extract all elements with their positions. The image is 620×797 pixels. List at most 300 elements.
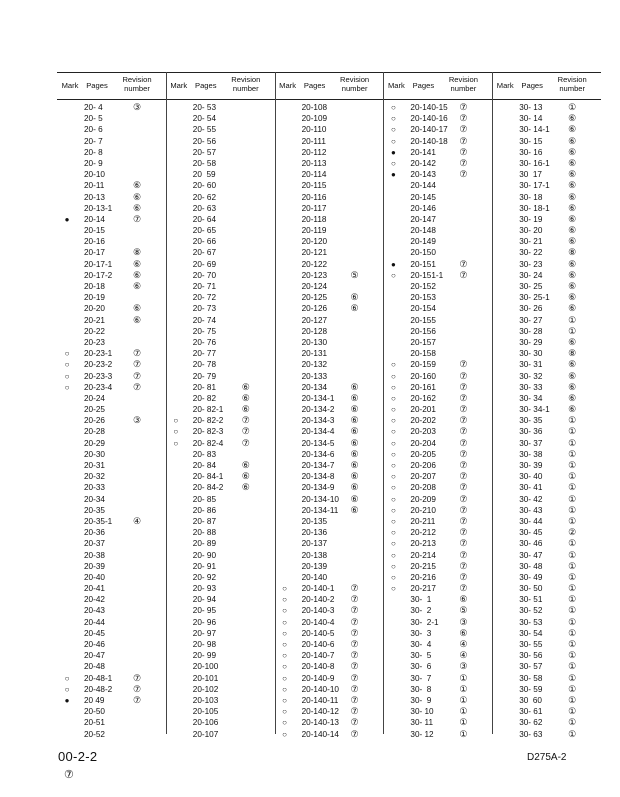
row-page: 20-105	[192, 707, 219, 717]
row-revision: ⑥	[132, 258, 142, 269]
row-revision: ⑥	[568, 213, 577, 224]
row-page: 20-134-3	[301, 416, 335, 426]
row-page: 20- 62	[192, 192, 217, 202]
row-page: 20-141	[410, 147, 436, 157]
table-row	[57, 717, 166, 728]
row-page: 30- 8	[410, 684, 432, 694]
row-page: 30- 30	[519, 349, 543, 359]
table-row	[166, 516, 275, 527]
row-revision: ①	[568, 325, 577, 336]
row-revision: ⑦	[132, 370, 142, 381]
table-row	[275, 359, 384, 370]
row-mark: ○	[390, 427, 396, 437]
table-row	[166, 471, 275, 482]
row-page: 20-140-12	[301, 707, 339, 717]
row-page: 20-25	[84, 405, 105, 415]
table-row	[492, 259, 601, 270]
table-row	[275, 449, 384, 460]
table-row	[57, 393, 166, 404]
row-page: 20- 70	[192, 270, 217, 280]
row-page: 20- 82	[192, 393, 217, 403]
row-revision: ⑥	[459, 627, 468, 638]
row-page: 20-103	[192, 695, 219, 705]
row-page: 20-41	[84, 584, 105, 594]
table-row	[383, 449, 492, 460]
row-page: 20-146	[410, 203, 436, 213]
header-pages: Pages	[195, 81, 217, 90]
row-page: 30- 34-1	[519, 405, 550, 415]
table-row	[57, 247, 166, 258]
table-row	[492, 203, 601, 214]
row-page: 20-20	[84, 304, 105, 314]
row-mark: ○	[64, 673, 70, 683]
table-row	[57, 124, 166, 135]
row-page: 20-140	[301, 572, 328, 582]
row-revision: ⑦	[241, 437, 250, 448]
row-page: 20-50	[84, 707, 105, 717]
row-mark: ○	[390, 550, 396, 560]
row-revision: ⑦	[459, 538, 468, 549]
table-row	[166, 113, 275, 124]
row-revision: ⑦	[459, 583, 468, 594]
table-row	[383, 113, 492, 124]
row-page: 20- 82-4	[192, 438, 224, 448]
row-revision: ⑥	[568, 392, 577, 403]
row-page: 30- 50	[519, 584, 543, 594]
row-mark: ○	[282, 695, 288, 705]
table-row	[166, 550, 275, 561]
row-page: 20-116	[301, 192, 327, 202]
row-revision: ①	[568, 549, 577, 560]
row-mark: ○	[64, 349, 70, 359]
row-page: 20-140-14	[301, 729, 339, 739]
row-page: 20-21	[84, 315, 105, 325]
row-revision: ⑥	[241, 471, 250, 482]
row-page: 30- 41	[519, 483, 543, 493]
row-page: 20-100	[192, 662, 219, 672]
row-revision: ①	[459, 717, 468, 728]
table-row	[57, 158, 166, 169]
row-page: 20- 76	[192, 337, 217, 347]
table-row	[275, 717, 384, 728]
row-revision: ⑦	[132, 381, 142, 392]
row-revision: ⑥	[350, 437, 359, 448]
row-page: 20-45	[84, 628, 105, 638]
row-page: 30- 23	[519, 259, 543, 269]
row-page: 20-111	[301, 136, 326, 146]
row-revision: ①	[568, 672, 577, 683]
row-page: 20-126	[301, 304, 328, 314]
table-row	[275, 281, 384, 292]
row-page: 20-203	[410, 427, 436, 437]
table-row	[57, 661, 166, 672]
row-page: 30 60	[519, 695, 542, 705]
table-row	[166, 426, 275, 437]
row-page: 30- 59	[519, 684, 543, 694]
table-row	[166, 617, 275, 628]
column-header	[275, 73, 384, 99]
row-page: 20-134	[301, 382, 328, 392]
table-row	[166, 460, 275, 471]
table-row	[166, 706, 275, 717]
table-row	[383, 371, 492, 382]
row-page: 20 59	[192, 170, 216, 180]
table-row	[492, 717, 601, 728]
table-row	[492, 359, 601, 370]
table-row	[492, 236, 601, 247]
table-row	[383, 482, 492, 493]
row-page: 20-140-15	[410, 103, 448, 112]
table-row	[275, 729, 384, 740]
row-page: 20-133	[301, 371, 328, 381]
row-revision: ⑥	[350, 482, 359, 493]
table-row	[492, 684, 601, 695]
row-page: 20- 89	[192, 539, 217, 549]
row-page: 20-52	[84, 729, 105, 739]
row-revision: ⑥	[568, 146, 577, 157]
row-revision: ①	[568, 583, 577, 594]
table-row	[275, 136, 384, 147]
row-revision: ①	[568, 426, 577, 437]
row-page: 20-135	[301, 516, 328, 526]
table-row	[383, 214, 492, 225]
row-page: 20- 66	[192, 237, 217, 247]
row-mark: ○	[173, 427, 179, 437]
table-row	[57, 695, 166, 706]
row-page: 20- 8	[84, 147, 103, 157]
row-revision: ①	[568, 717, 577, 728]
table-row	[383, 605, 492, 616]
row-revision: ⑥	[568, 124, 577, 135]
table-row	[492, 460, 601, 471]
table-row	[275, 169, 384, 180]
row-revision: ⑦	[350, 616, 359, 627]
row-page: 20-43	[84, 606, 105, 616]
row-page: 20-156	[410, 326, 436, 336]
row-page: 20-212	[410, 528, 436, 538]
table-row	[492, 393, 601, 404]
row-revision: ⑥	[350, 392, 359, 403]
row-mark: ○	[390, 561, 396, 571]
row-page: 20-35-1	[84, 516, 113, 526]
table-row	[383, 639, 492, 650]
row-page: 20- 82-3	[192, 427, 224, 437]
row-page: 20- 99	[192, 651, 217, 661]
table-row	[383, 393, 492, 404]
table-row	[383, 729, 492, 740]
row-page: 20-23	[84, 337, 105, 347]
row-page: 20-140-2	[301, 595, 335, 605]
row-revision: ①	[568, 482, 577, 493]
row-page: 30- 49	[519, 572, 543, 582]
row-page: 20- 95	[192, 606, 217, 616]
row-page: 20-201	[410, 405, 436, 415]
row-page: 20-23-1	[84, 349, 113, 359]
row-page: 20-214	[410, 550, 436, 560]
table-row	[57, 729, 166, 740]
header-pages: Pages	[86, 81, 108, 90]
table-row	[57, 113, 166, 124]
row-page: 20-23-3	[84, 371, 113, 381]
table-row	[492, 706, 601, 717]
row-page: 30- 4	[410, 640, 432, 649]
table-row	[492, 225, 601, 236]
table-row	[275, 695, 384, 706]
row-page: 20-23-4	[84, 382, 113, 392]
header-mark: Mark	[496, 81, 514, 90]
table-column-1	[57, 72, 166, 739]
header-pages: Pages	[412, 81, 435, 90]
table-row	[275, 102, 384, 113]
table-row	[492, 572, 601, 583]
row-revision: ⑦	[459, 124, 468, 135]
table-row	[492, 169, 601, 180]
table-row	[166, 583, 275, 594]
table-row	[166, 270, 275, 281]
column-header	[383, 73, 492, 99]
row-mark: ○	[390, 405, 396, 415]
row-revision: ⑥	[132, 281, 142, 291]
row-mark: ●	[390, 259, 396, 269]
table-row	[492, 471, 601, 482]
table-row	[275, 438, 384, 449]
table-row	[57, 460, 166, 471]
row-page: 20- 96	[192, 617, 217, 627]
row-mark: ●	[64, 695, 70, 705]
row-revision: ①	[568, 639, 577, 649]
row-page: 20-15	[84, 226, 105, 236]
row-page: 20-208	[410, 483, 436, 493]
row-revision: ⑦	[132, 359, 142, 370]
table-row	[383, 494, 492, 505]
table-row	[383, 516, 492, 527]
page-code: 00-2-2	[58, 749, 98, 764]
row-revision: ⑦	[459, 359, 468, 370]
row-page: 20-216	[410, 572, 436, 582]
row-page: 30- 36	[519, 427, 543, 437]
table-row	[383, 348, 492, 359]
row-page: 20-155	[410, 315, 436, 325]
table-row	[383, 684, 492, 695]
row-page: 30- 14-1	[519, 125, 550, 135]
row-page: 20- 60	[192, 181, 217, 191]
table-row	[383, 281, 492, 292]
row-page: 20-161	[410, 382, 436, 392]
row-mark: ○	[64, 382, 70, 392]
table-row	[57, 617, 166, 628]
row-page: 20-140-7	[301, 651, 335, 661]
table-row	[275, 371, 384, 382]
row-page: 20- 84	[192, 461, 217, 470]
row-page: 20- 85	[192, 494, 217, 504]
row-page: 20-140-11	[301, 695, 339, 705]
table-row	[57, 136, 166, 147]
row-mark: ○	[64, 371, 70, 381]
row-page: 30- 40	[519, 472, 543, 482]
row-revision: ⑦	[132, 683, 142, 694]
row-revision: ⑧	[568, 247, 577, 258]
row-mark: ○	[390, 505, 396, 515]
header-mark: Mark	[387, 81, 405, 90]
row-revision: ①	[568, 515, 577, 526]
row-page: 20-14	[84, 214, 105, 224]
row-mark: ○	[64, 684, 70, 694]
row-revision: ①	[568, 415, 577, 426]
row-page: 30- 18	[519, 192, 543, 202]
row-page: 20-140-4	[301, 617, 335, 627]
row-mark: ○	[282, 718, 288, 728]
table-row	[492, 583, 601, 594]
table-row	[275, 661, 384, 672]
table-row	[166, 382, 275, 393]
row-page: 20-108	[301, 103, 328, 112]
row-revision: ⑥	[350, 448, 359, 459]
table-row	[383, 426, 492, 437]
row-page: 20 49	[84, 695, 105, 705]
table-row	[383, 695, 492, 706]
row-page: 20- 4	[84, 103, 103, 112]
table-row	[275, 639, 384, 650]
table-row	[383, 382, 492, 393]
row-page: 20-145	[410, 192, 436, 202]
table-row	[492, 426, 601, 437]
table-row	[492, 628, 601, 639]
row-page: 20- 78	[192, 360, 217, 370]
row-mark: ○	[390, 483, 396, 493]
row-mark: ○	[390, 136, 396, 146]
row-page: 30- 2	[410, 606, 432, 616]
row-page: 20-140-1	[301, 584, 335, 594]
table-row	[57, 516, 166, 527]
row-page: 20-125	[301, 293, 328, 303]
table-row	[383, 326, 492, 337]
row-page: 20- 92	[192, 572, 217, 582]
table-row	[57, 550, 166, 561]
row-page: 20-137	[301, 539, 328, 549]
row-revision: ⑦	[459, 471, 468, 482]
table-row	[275, 348, 384, 359]
row-revision: ⑥	[568, 381, 577, 392]
row-revision: ⑥	[241, 404, 250, 415]
row-page: 20-162	[410, 393, 436, 403]
row-page: 20-130	[301, 337, 328, 347]
row-mark: ○	[390, 270, 396, 280]
row-page: 20-139	[301, 561, 328, 571]
table-row	[166, 650, 275, 661]
table-row	[383, 583, 492, 594]
table-row	[383, 471, 492, 482]
table-row	[166, 303, 275, 314]
row-revision: ⑦	[459, 157, 468, 168]
row-page: 20-35	[84, 505, 105, 515]
row-page: 20-24	[84, 393, 105, 403]
row-page: 30- 39	[519, 461, 543, 470]
row-mark: ●	[390, 147, 396, 157]
table-row	[57, 561, 166, 572]
row-page: 20- 55	[192, 125, 217, 135]
table-row	[166, 225, 275, 236]
header-revision-number: Revision number	[448, 75, 478, 93]
row-page: 20- 54	[192, 114, 217, 124]
table-row	[166, 605, 275, 616]
table-row	[383, 650, 492, 661]
row-revision: ⑥	[350, 381, 359, 392]
row-page: 20-123	[301, 270, 328, 280]
row-mark: ○	[173, 416, 179, 426]
row-revision: ⑦	[132, 672, 142, 683]
row-revision: ⑦	[350, 661, 359, 672]
row-page: 20-32	[84, 472, 105, 482]
row-page: 30- 9	[410, 695, 432, 705]
table-row	[166, 661, 275, 672]
row-page: 20-110	[301, 125, 327, 135]
table-row	[492, 147, 601, 158]
row-page: 20- 73	[192, 304, 217, 314]
table-row	[166, 124, 275, 135]
row-revision: ⑦	[132, 694, 142, 705]
table-row	[57, 292, 166, 303]
table-column-3	[275, 72, 384, 739]
row-revision: ②	[568, 527, 577, 538]
table-row	[275, 550, 384, 561]
table-row	[383, 203, 492, 214]
row-page: 20- 98	[192, 640, 217, 649]
table-row	[166, 102, 275, 113]
row-page: 20- 71	[192, 282, 217, 291]
row-page: 20-127	[301, 315, 328, 325]
row-page: 30- 13	[519, 103, 543, 112]
table-row	[166, 561, 275, 572]
row-revision: ⑦	[459, 460, 468, 470]
row-mark: ○	[390, 393, 396, 403]
table-row	[275, 583, 384, 594]
row-revision: ①	[568, 605, 577, 616]
row-revision: ⑦	[459, 370, 468, 381]
row-page: 30- 46	[519, 539, 543, 549]
table-row	[492, 449, 601, 460]
row-page: 30- 57	[519, 662, 543, 672]
table-row	[57, 505, 166, 516]
row-revision: ⑦	[350, 728, 359, 739]
row-revision: ⑦	[459, 493, 468, 504]
table-row	[275, 460, 384, 471]
row-page: 30- 6	[410, 662, 432, 672]
row-revision: ⑦	[350, 627, 359, 638]
row-revision: ⑦	[459, 515, 468, 526]
row-revision: ①	[568, 493, 577, 504]
row-revision: ①	[568, 571, 577, 582]
row-page: 30- 29	[519, 337, 543, 347]
row-mark: ○	[282, 684, 288, 694]
table-row	[492, 158, 601, 169]
table-row	[275, 147, 384, 158]
page-revision-mark: ⑦	[64, 769, 74, 781]
row-page: 30- 35	[519, 416, 543, 426]
row-page: 20- 64	[192, 214, 217, 224]
table-row	[383, 225, 492, 236]
row-mark: ○	[282, 617, 288, 627]
row-page: 20-140-10	[301, 684, 339, 694]
row-page: 20-113	[301, 158, 327, 168]
row-page: 20-149	[410, 237, 436, 247]
row-revision: ⑦	[132, 348, 142, 359]
table-row	[275, 292, 384, 303]
table-row	[275, 124, 384, 135]
table-row	[57, 628, 166, 639]
table-row	[492, 292, 601, 303]
row-revision: ⑥	[568, 180, 577, 191]
table-row	[492, 371, 601, 382]
